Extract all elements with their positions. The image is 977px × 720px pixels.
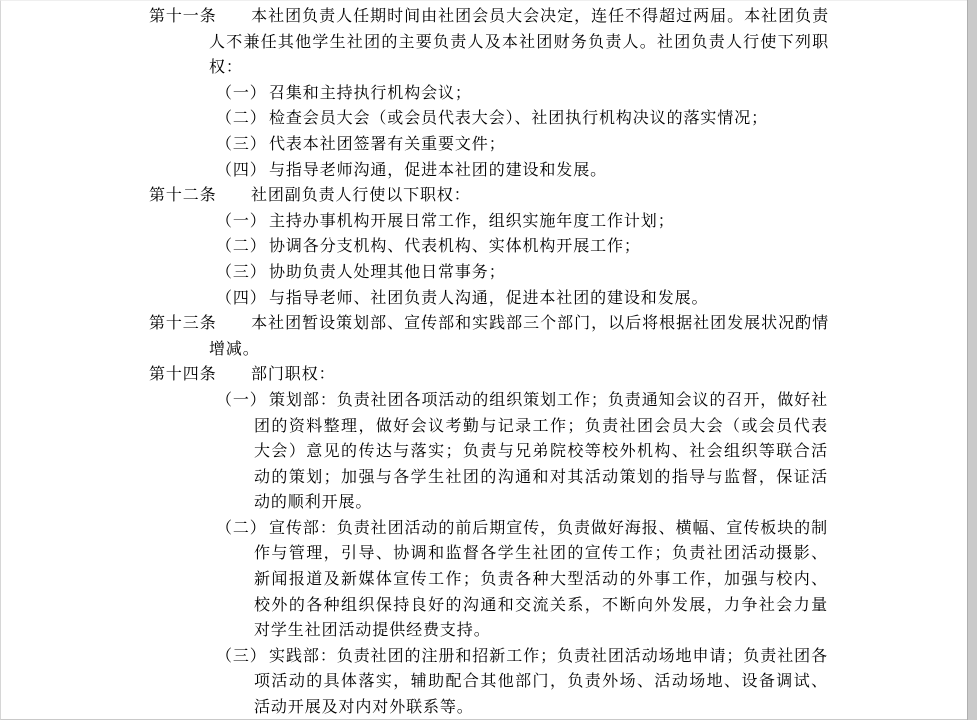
list-item-paragraph [216,388,828,516]
article-number: 第十二条 [149,187,217,205]
list-item-paragraph [216,209,828,235]
list-item-paragraph [216,158,828,184]
item-marker: （一） [216,84,267,102]
list-item-paragraph [216,234,828,260]
item-marker: （三） [216,263,267,281]
item-marker: （四） [216,161,267,179]
paragraph-text: 召集和主持执行机构会议； [269,84,472,102]
article-number: 第十三条 [149,315,217,333]
item-marker: （一） [216,212,267,230]
item-marker: （一） [216,391,267,409]
list-item-paragraph [216,644,828,720]
paragraph-text: 与指导老师、社团负责人沟通，促进本社团的建设和发展。 [269,289,709,307]
paragraph-text: 实践部：负责社团的注册和招新工作；负责社团活动场地申请；负责社团各项活动的具体落实，辅助配合其他部门，负责外场、活动场地、设备调试、活动开展及对内对外联系等。 [254,647,828,717]
article-number: 第十四条 [149,366,217,384]
item-marker: （二） [216,519,267,537]
item-marker: （四） [216,289,267,307]
document-content [1,4,967,720]
paragraph-text: 部门职权： [251,366,336,384]
list-item-paragraph [216,106,828,132]
item-marker: （三） [216,647,267,665]
list-item-paragraph [216,516,828,644]
article-paragraph [149,311,829,362]
paragraph-text: 本社团负责人任期时间由社团会员大会决定，连任不得超过两届。本社团负责人不兼任其他学生社团的主要负责人及本社团财务负责人。社团负责人行使下列职权： [209,8,829,77]
article-paragraph [149,183,829,209]
paragraph-text: 代表本社团签署有关重要文件； [269,135,506,153]
item-marker: （二） [216,238,267,256]
paragraph-text: 宣传部：负责社团活动的前后期宣传，负责做好海报、横幅、宣传板块的制作与管理，引导、协调和监督各学生社团的宣传工作；负责社团活动摄影、新闻报道及新媒体宣传工作；负责各种大型活动的外事工作，加强与校内、校外的各种组织保持良好的沟通和交流关系，不断向外发展，力争社会力量对学生社团活动提供经费支持。 [254,519,828,640]
list-item-paragraph [216,132,828,158]
article-paragraph [149,362,829,388]
paragraph-text: 协调各分支机构、代表机构、实体机构开展工作； [269,238,641,256]
paragraph-text: 主持办事机构开展日常工作，组织实施年度工作计划； [269,212,675,230]
item-marker: （二） [216,110,267,128]
list-item-paragraph [216,81,828,107]
article-number: 第十一条 [149,8,217,25]
paragraph-text: 策划部：负责社团各项活动的组织策划工作；负责通知会议的召开，做好社团的资料整理，做好会议考勤与记录工作；负责社团会员大会（或会员代表大会）意见的传达与落实；负责与兄弟院校等校外机构、社会组织等联合活动的策划；加强与各学生社团的沟通和对其活动策划的指导与监督，保证活动的顺利开展。 [254,391,828,512]
list-item-paragraph [216,286,828,312]
item-marker: （三） [216,135,267,153]
paragraph-text: 社团副负责人行使以下职权： [251,187,471,205]
paragraph-text: 检查会员大会（或会员代表大会）、社团执行机构决议的落实情况； [269,110,769,128]
paragraph-text: 与指导老师沟通，促进本社团的建设和发展。 [269,161,608,179]
article-paragraph [149,4,829,81]
paragraph-text: 协助负责人处理其他日常事务； [269,263,506,281]
list-item-paragraph [216,260,828,286]
paragraph-text: 本社团暂设策划部、宣传部和实践部三个部门，以后将根据社团发展状况酌情增减。 [209,315,829,358]
window-background-strip [967,0,977,720]
